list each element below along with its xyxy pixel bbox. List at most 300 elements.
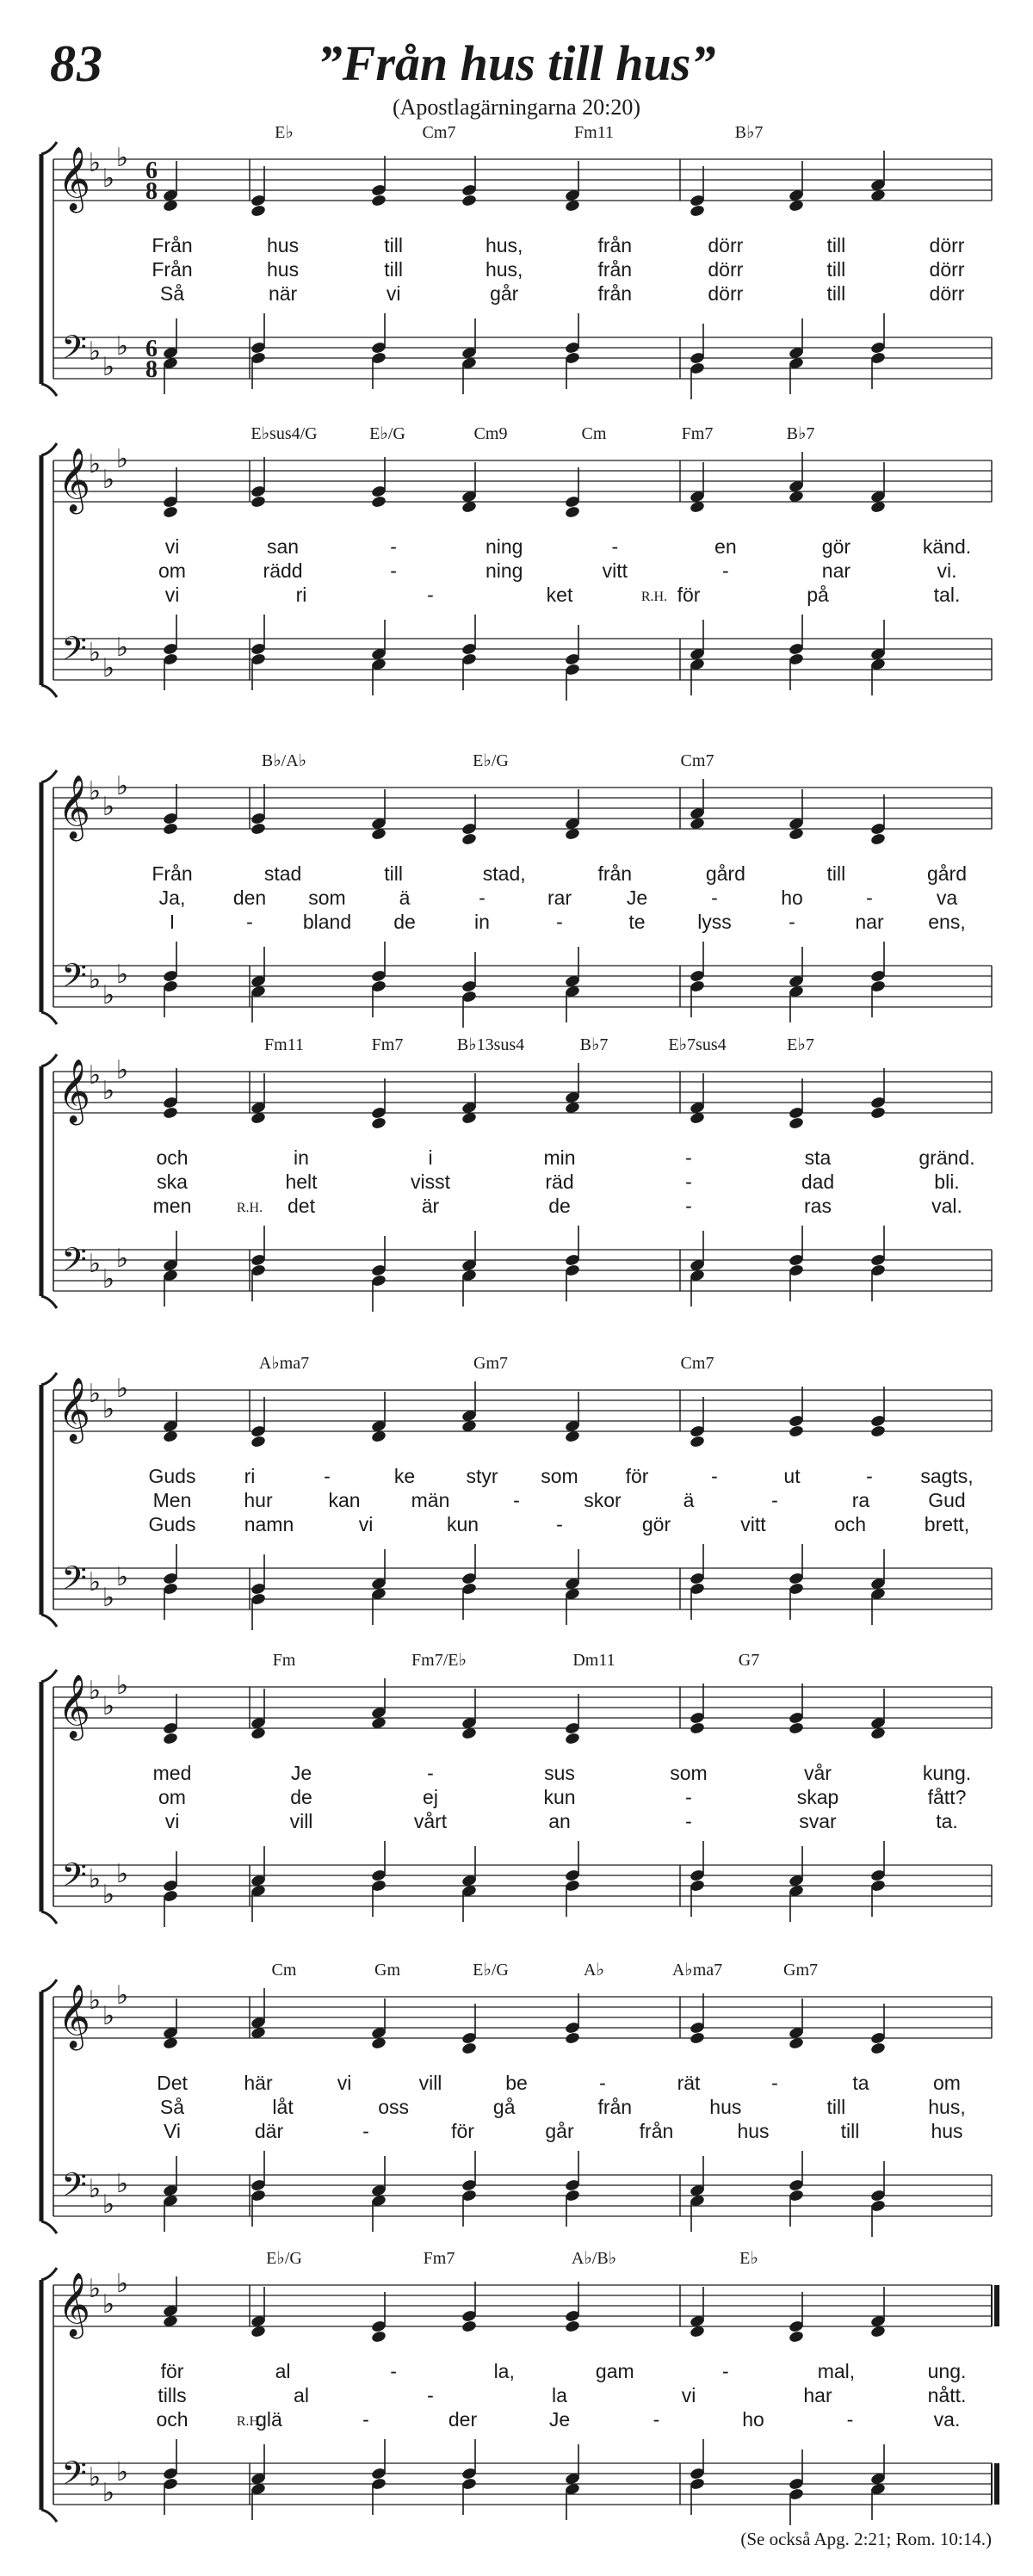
lyric-syllable: till bbox=[826, 258, 846, 281]
lyric-syllable: Je bbox=[290, 1762, 312, 1784]
lyric-syllable: till bbox=[826, 282, 846, 305]
lyric-syllable: och bbox=[833, 1513, 867, 1535]
lyric-syllable: Guds bbox=[148, 1513, 196, 1535]
bracket-bottom-hook bbox=[41, 384, 57, 396]
lyric-syllable: som bbox=[670, 1762, 708, 1784]
bracket-top-hook bbox=[41, 1670, 57, 1682]
lyric-syllable: - bbox=[711, 1465, 718, 1487]
lyric-syllable: på bbox=[807, 584, 829, 606]
lyric-syllable: räd bbox=[545, 1171, 574, 1193]
lyric-syllable: - bbox=[427, 1762, 434, 1784]
treble-note-head bbox=[870, 2042, 887, 2055]
lyric-syllable: för bbox=[451, 2120, 474, 2142]
chord-symbol: E♭/G bbox=[266, 2249, 302, 2268]
lyric-syllable: bland bbox=[302, 911, 352, 933]
lyric-syllable: dörr bbox=[929, 282, 965, 305]
lyric-syllable: be bbox=[505, 2072, 528, 2094]
treble-note-head bbox=[461, 194, 478, 207]
lyric-syllable: - bbox=[685, 1786, 692, 1808]
key-signature-flat-icon: ♭ bbox=[102, 1881, 115, 1909]
lyric-syllable: - bbox=[427, 584, 434, 606]
lyric-syllable: till bbox=[384, 258, 404, 281]
key-signature-flat-icon: ♭ bbox=[115, 1245, 129, 1273]
lyric-syllable: ung. bbox=[927, 2360, 967, 2382]
lyric-syllable: ke bbox=[393, 1465, 416, 1487]
key-signature-flat-icon: ♭ bbox=[115, 2270, 129, 2298]
lyric-syllable: rät bbox=[677, 2072, 701, 2094]
lyric-syllable: al bbox=[275, 2360, 291, 2382]
lyric-syllable: svar bbox=[799, 1810, 837, 1832]
lyric-syllable: nått. bbox=[927, 2384, 967, 2406]
lyric-syllable: Vi bbox=[163, 2120, 182, 2142]
lyric-syllable: Från bbox=[152, 862, 193, 885]
treble-clef-icon: 𝄞 bbox=[58, 1676, 90, 1737]
lyric-syllable: te bbox=[628, 911, 646, 933]
lyric-syllable: tills bbox=[158, 2384, 187, 2406]
lyric-syllable: - bbox=[771, 1489, 778, 1511]
lyric-syllable: - bbox=[246, 911, 253, 933]
treble-note-head bbox=[690, 1435, 706, 1449]
treble-clef-icon: 𝄞 bbox=[58, 1060, 90, 1121]
treble-note-head bbox=[163, 505, 179, 519]
lyric-syllable: en bbox=[714, 535, 737, 558]
lyric-syllable: - bbox=[771, 2072, 778, 2094]
lyric-syllable: ri bbox=[295, 584, 307, 606]
lyric-syllable: kun bbox=[543, 1786, 576, 1808]
key-signature-flat-icon: ♭ bbox=[88, 2463, 102, 2492]
key-signature-flat-icon: ♭ bbox=[88, 337, 102, 366]
lyric-syllable: vi bbox=[164, 1810, 180, 1832]
lyric-syllable: - bbox=[685, 1171, 692, 1193]
lyric-syllable: - bbox=[362, 2120, 369, 2142]
chord-symbol: Gm bbox=[374, 1961, 400, 1980]
bracket-top-hook bbox=[41, 142, 57, 154]
lyric-syllable: gör bbox=[821, 535, 851, 558]
chord-symbol: E♭/G bbox=[473, 1961, 509, 1980]
chord-symbol: G7 bbox=[738, 1651, 760, 1670]
lyric-syllable: dörr bbox=[929, 234, 965, 256]
lyric-syllable: från bbox=[639, 2120, 674, 2142]
lyric-syllable: när bbox=[268, 282, 298, 305]
chord-symbol: E♭/G bbox=[369, 424, 405, 443]
lyric-syllable: från bbox=[597, 258, 633, 281]
treble-note-head bbox=[789, 1424, 805, 1438]
lyric-syllable: Je bbox=[548, 2408, 571, 2431]
treble-note-head bbox=[251, 1435, 267, 1449]
lyric-syllable: med bbox=[152, 1762, 192, 1784]
key-signature-flat-icon: ♭ bbox=[88, 966, 102, 994]
chord-symbol: Cm7 bbox=[680, 751, 714, 770]
key-signature-flat-icon: ♭ bbox=[102, 2190, 115, 2219]
lyric-syllable: sus bbox=[544, 1762, 575, 1784]
lyric-syllable: vill bbox=[289, 1810, 313, 1832]
lyric-syllable: är bbox=[421, 1195, 440, 1217]
lyric-syllable: brett, bbox=[924, 1513, 970, 1535]
key-signature-flat-icon: ♭ bbox=[102, 466, 115, 494]
bracket-top-hook bbox=[41, 2268, 57, 2280]
bass-clef-icon: 𝄢 bbox=[61, 330, 87, 374]
lyric-syllable: till bbox=[826, 234, 846, 256]
key-signature-flat-icon: ♭ bbox=[115, 1981, 129, 2010]
key-signature-flat-icon: ♭ bbox=[102, 793, 115, 821]
lyric-syllable: ska bbox=[157, 1171, 188, 1193]
lyric-syllable: vi bbox=[681, 2384, 696, 2406]
chord-symbol: E♭ bbox=[275, 123, 294, 142]
lyric-syllable: skor bbox=[584, 1489, 622, 1511]
chord-symbol: Cm7 bbox=[422, 123, 456, 142]
treble-note-head bbox=[565, 505, 581, 519]
lyric-syllable: - bbox=[789, 911, 795, 933]
lyric-syllable: fått? bbox=[927, 1786, 967, 1808]
lyric-syllable: der bbox=[448, 2408, 478, 2431]
lyric-syllable: - bbox=[685, 1810, 692, 1832]
chord-symbol: Fm11 bbox=[264, 1035, 304, 1054]
lyric-syllable: och bbox=[156, 2408, 189, 2431]
lyric-syllable: - bbox=[362, 2408, 369, 2431]
lyric-syllable: ho bbox=[742, 2408, 764, 2431]
key-signature-flat-icon: ♭ bbox=[88, 1380, 102, 1408]
bracket-top-hook bbox=[41, 1054, 57, 1066]
lyric-syllable: sta bbox=[804, 1146, 832, 1169]
footnote-references: (Se också Apg. 2:21; Rom. 10:14.) bbox=[740, 2529, 992, 2549]
lyric-syllable: in bbox=[294, 1146, 309, 1169]
lyric-syllable: ta. bbox=[936, 1810, 958, 1832]
lyric-syllable: hur bbox=[244, 1489, 273, 1511]
lyric-syllable: in bbox=[474, 911, 490, 933]
chord-symbol: Fm7/E♭ bbox=[411, 1651, 467, 1670]
chord-symbol: B♭13sus4 bbox=[456, 1035, 525, 1054]
chord-symbol: Cm9 bbox=[473, 424, 508, 443]
lyric-syllable: ho bbox=[781, 886, 803, 909]
lyric-syllable: ket bbox=[546, 584, 573, 606]
lyric-syllable: de bbox=[290, 1786, 312, 1808]
key-signature-flat-icon: ♭ bbox=[88, 2175, 102, 2203]
lyric-syllable: Det bbox=[157, 2072, 188, 2094]
lyric-syllable: känd. bbox=[922, 535, 972, 558]
lyric-syllable: Från bbox=[152, 234, 193, 256]
treble-clef-icon: 𝄞 bbox=[58, 1986, 90, 2047]
lyric-syllable: - bbox=[711, 886, 718, 909]
treble-note-head bbox=[163, 822, 179, 836]
treble-note-head bbox=[251, 204, 267, 218]
key-signature-flat-icon: ♭ bbox=[88, 639, 102, 667]
chord-symbol: B♭7 bbox=[734, 123, 764, 142]
lyric-syllable: till bbox=[826, 2096, 846, 2118]
chord-symbol: B♭7 bbox=[579, 1035, 609, 1054]
lyric-syllable: hus bbox=[267, 258, 300, 281]
lyric-syllable: Gud bbox=[928, 1489, 966, 1511]
chord-symbol: E♭7 bbox=[787, 1035, 814, 1054]
key-signature-flat-icon: ♭ bbox=[115, 1056, 129, 1084]
key-signature-flat-icon: ♭ bbox=[115, 1671, 129, 1700]
lyric-syllable: gå bbox=[492, 2096, 516, 2118]
lyric-syllable: - bbox=[513, 1489, 520, 1511]
lyric-syllable: ä bbox=[399, 886, 411, 909]
lyric-syllable: från bbox=[597, 234, 633, 256]
lyric-syllable: - bbox=[324, 1465, 331, 1487]
treble-note-head bbox=[251, 495, 267, 509]
lyric-syllable: till bbox=[826, 862, 846, 885]
time-signature-bottom: 8 bbox=[145, 356, 158, 383]
key-signature-flat-icon: ♭ bbox=[115, 1374, 129, 1403]
chord-symbol: Cm bbox=[581, 424, 607, 443]
chord-symbol: A♭ bbox=[584, 1961, 604, 1980]
lyric-syllable: la bbox=[552, 2384, 567, 2406]
lyric-syllable: - bbox=[722, 2360, 729, 2382]
chord-symbol: Fm bbox=[272, 1651, 296, 1670]
key-signature-flat-icon: ♭ bbox=[102, 2479, 115, 2507]
lyric-syllable: män bbox=[411, 1489, 450, 1511]
lyric-syllable: - bbox=[390, 535, 397, 558]
chord-symbol: Cm bbox=[271, 1961, 297, 1980]
lyric-syllable: va bbox=[936, 886, 958, 909]
key-signature-flat-icon: ♭ bbox=[102, 1692, 115, 1720]
lyric-syllable: - bbox=[685, 1146, 692, 1169]
treble-note-head bbox=[690, 204, 706, 218]
lyric-syllable: styr bbox=[466, 1465, 498, 1487]
lyric-syllable: visst bbox=[411, 1171, 450, 1193]
lyric-syllable: har bbox=[803, 2384, 832, 2406]
bracket-bottom-hook bbox=[41, 2221, 57, 2233]
lyric-syllable: dörr bbox=[708, 234, 744, 256]
lyric-syllable: nar bbox=[821, 559, 851, 582]
lyric-syllable: - bbox=[390, 559, 397, 582]
treble-note-head bbox=[690, 1721, 706, 1735]
time-signature-top: 6 bbox=[145, 336, 158, 362]
lyric-syllable: gör bbox=[641, 1513, 671, 1535]
chord-symbol: Fm7 bbox=[423, 2249, 455, 2268]
lyric-syllable: - bbox=[479, 886, 486, 909]
treble-clef-icon: 𝄞 bbox=[58, 1379, 90, 1440]
lyric-syllable: dörr bbox=[929, 258, 965, 281]
lyric-syllable: om bbox=[158, 1786, 186, 1808]
treble-note-head bbox=[461, 832, 478, 846]
lyric-syllable: ta bbox=[852, 2072, 869, 2094]
lyric-syllable: för bbox=[160, 2360, 184, 2382]
lyric-syllable: al bbox=[294, 2384, 309, 2406]
lyric-syllable: bli. bbox=[934, 1171, 960, 1193]
treble-note-head bbox=[371, 194, 387, 207]
chord-symbol: A♭ma7 bbox=[258, 1354, 310, 1373]
lyric-syllable: gam bbox=[595, 2360, 634, 2382]
treble-clef-icon: 𝄞 bbox=[58, 148, 90, 209]
lyric-syllable: gård bbox=[926, 862, 968, 885]
lyric-syllable: ning bbox=[485, 559, 523, 582]
bass-clef-icon: 𝄢 bbox=[61, 958, 87, 1002]
lyric-syllable: för bbox=[625, 1465, 649, 1487]
key-signature-flat-icon: ♭ bbox=[102, 353, 115, 381]
key-signature-flat-icon: ♭ bbox=[102, 1584, 115, 1612]
lyric-syllable: - bbox=[556, 1513, 563, 1535]
lyric-syllable: de bbox=[548, 1195, 571, 1217]
chord-symbol: A♭ma7 bbox=[671, 1961, 723, 1980]
treble-note-head bbox=[565, 2031, 581, 2045]
lyric-syllable: kan bbox=[328, 1489, 361, 1511]
lyric-syllable: - bbox=[611, 535, 619, 558]
lyric-syllable: ä bbox=[683, 1489, 695, 1511]
lyric-syllable: ej bbox=[423, 1786, 438, 1808]
treble-note-head bbox=[789, 1116, 805, 1130]
chord-symbol: E♭/G bbox=[473, 751, 509, 770]
scripture-reference: (Apostlagärningarna 20:20) bbox=[392, 95, 641, 120]
key-signature-flat-icon: ♭ bbox=[102, 1265, 115, 1294]
lyric-syllable: låt bbox=[272, 2096, 294, 2118]
time-signature-bottom: 8 bbox=[145, 178, 158, 205]
key-signature-flat-icon: ♭ bbox=[102, 654, 115, 683]
key-signature-flat-icon: ♭ bbox=[88, 1986, 102, 2015]
lyric-syllable: skap bbox=[796, 1786, 839, 1808]
bracket-bottom-hook bbox=[41, 685, 57, 697]
lyric-syllable: oss bbox=[378, 2096, 410, 2118]
lyric-syllable: vi bbox=[358, 1513, 374, 1535]
lyric-syllable: till bbox=[384, 862, 404, 885]
lyric-syllable: dad bbox=[801, 1171, 835, 1193]
lyric-syllable: hus bbox=[267, 234, 300, 256]
treble-note-head bbox=[461, 2042, 478, 2055]
key-signature-flat-icon: ♭ bbox=[88, 149, 102, 177]
lyric-syllable: rar bbox=[547, 886, 572, 909]
lyric-syllable: mal, bbox=[817, 2360, 856, 2382]
right-hand-marking: R.H. bbox=[640, 590, 668, 604]
treble-note-head bbox=[251, 822, 267, 836]
treble-note-head bbox=[789, 1721, 805, 1735]
lyric-syllable: Från bbox=[152, 258, 193, 281]
chord-symbol: B♭/A♭ bbox=[261, 751, 307, 770]
lyric-syllable: - bbox=[556, 911, 563, 933]
lyric-syllable: la, bbox=[493, 2360, 515, 2382]
lyric-syllable: nar bbox=[855, 911, 884, 933]
lyric-syllable: gård bbox=[705, 862, 745, 885]
key-signature-flat-icon: ♭ bbox=[115, 961, 129, 989]
lyric-syllable: Guds bbox=[148, 1465, 196, 1487]
lyric-syllable: ut bbox=[783, 1465, 801, 1487]
lyric-syllable: stad bbox=[263, 862, 302, 885]
chord-symbol: Gm7 bbox=[783, 1961, 818, 1980]
treble-note-head bbox=[371, 2330, 387, 2344]
treble-clef-icon: 𝄞 bbox=[58, 776, 90, 837]
bass-clef-icon: 𝄢 bbox=[61, 1560, 87, 1604]
treble-note-head bbox=[870, 1424, 887, 1438]
chord-symbol: A♭/B♭ bbox=[571, 2249, 617, 2268]
lyric-syllable: går bbox=[545, 2120, 574, 2142]
key-signature-flat-icon: ♭ bbox=[102, 1077, 115, 1105]
lyric-syllable: för bbox=[677, 584, 701, 606]
treble-note-head bbox=[789, 2330, 805, 2344]
key-signature-flat-icon: ♭ bbox=[115, 332, 129, 361]
lyric-syllable: ras bbox=[804, 1195, 832, 1217]
treble-note-head bbox=[870, 832, 887, 846]
key-signature-flat-icon: ♭ bbox=[88, 1061, 102, 1090]
lyric-syllable: där bbox=[254, 2120, 284, 2142]
treble-note-head bbox=[565, 2320, 581, 2333]
lyric-syllable: Ja, bbox=[158, 886, 186, 909]
lyric-syllable: - bbox=[653, 2408, 660, 2431]
chord-symbol: Fm7 bbox=[371, 1035, 404, 1054]
lyric-syllable: - bbox=[866, 1465, 873, 1487]
lyric-syllable: rädd bbox=[263, 559, 303, 582]
lyric-syllable: - bbox=[599, 2072, 606, 2094]
treble-note-head bbox=[690, 2031, 706, 2045]
lyric-syllable: här bbox=[244, 2072, 273, 2094]
lyric-syllable: till bbox=[384, 234, 404, 256]
bracket-bottom-hook bbox=[41, 1012, 57, 1024]
lyric-syllable: Så bbox=[159, 282, 185, 305]
right-hand-marking: R.H. bbox=[236, 2414, 263, 2429]
treble-note-head bbox=[565, 1732, 581, 1745]
key-signature-flat-icon: ♭ bbox=[115, 2170, 129, 2198]
lyric-syllable: min bbox=[543, 1146, 576, 1169]
bass-clef-icon: 𝄢 bbox=[61, 631, 87, 675]
bass-clef-icon: 𝄢 bbox=[61, 2167, 87, 2211]
treble-note-head bbox=[163, 1732, 179, 1745]
treble-note-head bbox=[461, 2320, 478, 2333]
bass-clef-icon: 𝄢 bbox=[61, 1242, 87, 1286]
treble-note-head bbox=[371, 495, 387, 509]
lyric-syllable: tal. bbox=[933, 584, 961, 606]
lyric-syllable: de bbox=[393, 911, 416, 933]
lyric-syllable: om bbox=[158, 559, 186, 582]
chord-symbol: Fm7 bbox=[681, 424, 714, 443]
key-signature-flat-icon: ♭ bbox=[115, 445, 129, 473]
bracket-bottom-hook bbox=[41, 1912, 57, 1924]
song-number: 83 bbox=[50, 35, 103, 92]
lyric-syllable: går bbox=[490, 282, 519, 305]
key-signature-flat-icon: ♭ bbox=[115, 144, 129, 172]
lyric-syllable: vitt bbox=[740, 1513, 766, 1535]
lyric-syllable: vi bbox=[164, 584, 180, 606]
key-signature-flat-icon: ♭ bbox=[115, 1860, 129, 1888]
lyric-syllable: från bbox=[597, 282, 633, 305]
treble-note-head bbox=[163, 1106, 179, 1120]
lyric-syllable: till bbox=[840, 2120, 860, 2142]
lyric-syllable: om bbox=[933, 2072, 961, 2094]
treble-clef-icon: 𝄞 bbox=[58, 449, 90, 510]
bracket-bottom-hook bbox=[41, 1615, 57, 1627]
lyric-syllable: hus, bbox=[485, 258, 523, 281]
lyric-syllable: - bbox=[685, 1195, 692, 1217]
lyric-syllable: men bbox=[152, 1195, 192, 1217]
chord-symbol: E♭ bbox=[739, 2249, 758, 2268]
lyric-syllable: helt bbox=[285, 1171, 318, 1193]
lyric-syllable: vårt bbox=[413, 1810, 448, 1832]
bracket-top-hook bbox=[41, 443, 57, 455]
lyric-syllable: hus bbox=[709, 2096, 742, 2118]
lyric-syllable: ens, bbox=[928, 911, 966, 933]
chord-symbol: E♭7sus4 bbox=[668, 1035, 727, 1054]
lyric-syllable: va. bbox=[933, 2408, 961, 2431]
lyric-syllable: vi. bbox=[937, 559, 957, 582]
key-signature-flat-icon: ♭ bbox=[88, 450, 102, 479]
song-title: ”Från hus till hus” bbox=[317, 35, 716, 91]
lyric-syllable: sagts, bbox=[920, 1465, 974, 1487]
key-signature-flat-icon: ♭ bbox=[88, 2275, 102, 2303]
chord-symbol: Dm11 bbox=[572, 1651, 615, 1670]
lyric-syllable: vår bbox=[804, 1762, 832, 1784]
lyric-syllable: som bbox=[308, 886, 346, 909]
lyric-syllable: vitt bbox=[602, 559, 628, 582]
bracket-top-hook bbox=[41, 1980, 57, 1992]
lyric-syllable: dörr bbox=[708, 282, 744, 305]
lyric-syllable: san bbox=[267, 535, 300, 558]
key-signature-flat-icon: ♭ bbox=[115, 2458, 129, 2486]
treble-clef-icon: 𝄞 bbox=[58, 2274, 90, 2335]
lyric-syllable: lyss bbox=[697, 911, 732, 933]
chord-symbol: Cm7 bbox=[680, 1354, 714, 1373]
key-signature-flat-icon: ♭ bbox=[115, 772, 129, 800]
lyric-syllable: I bbox=[169, 911, 176, 933]
chord-symbol: Gm7 bbox=[473, 1354, 508, 1373]
lyric-syllable: vi bbox=[386, 282, 401, 305]
